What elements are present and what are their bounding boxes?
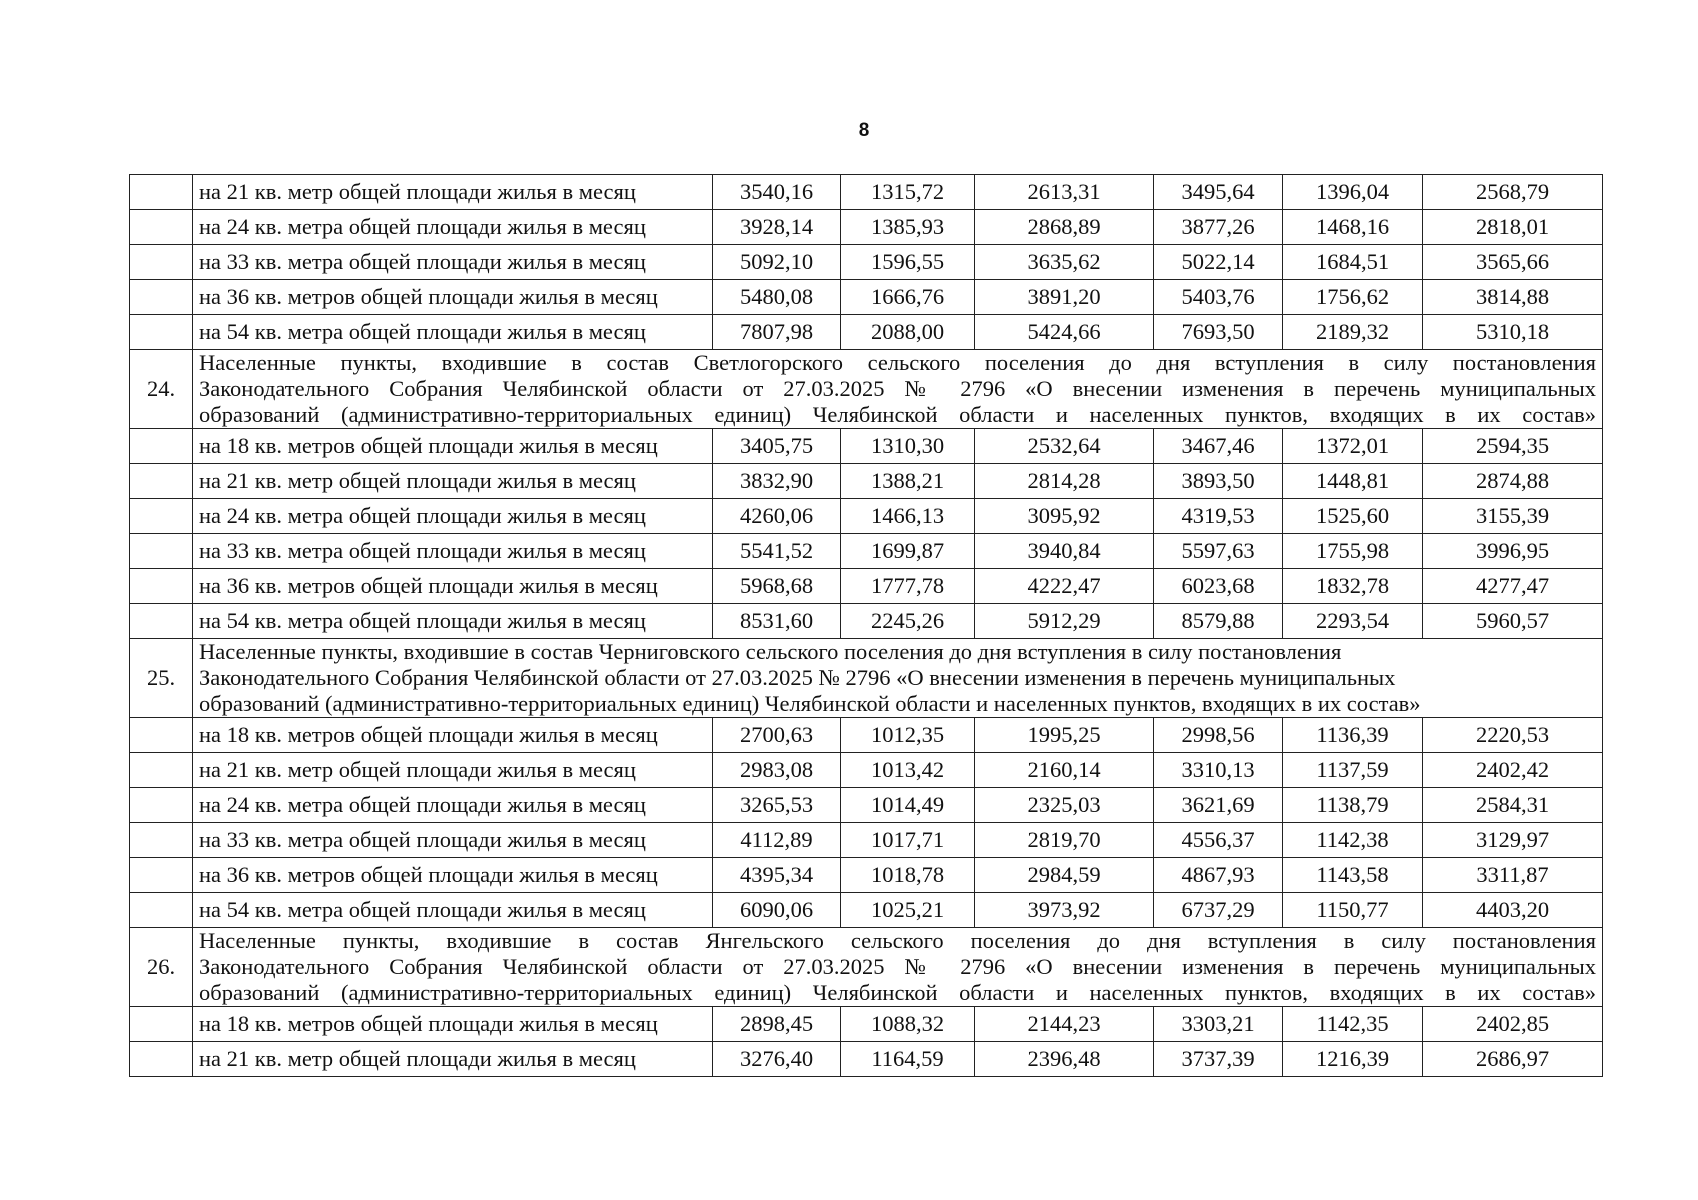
section-heading — [193, 350, 1603, 429]
table-row — [130, 893, 1603, 928]
value-cell: 1150,77 — [1283, 893, 1423, 928]
value-cell: 3996,95 — [1423, 534, 1603, 569]
row-number-cell — [130, 569, 193, 604]
row-number-cell — [130, 429, 193, 464]
value-cell: 3405,75 — [713, 429, 841, 464]
value-cell: 1018,78 — [841, 858, 975, 893]
value-cell: 3129,97 — [1423, 823, 1603, 858]
section-heading — [193, 928, 1603, 1007]
table-body — [130, 175, 1603, 1077]
value-cell: 2144,23 — [975, 1007, 1154, 1042]
value-cell: 1216,39 — [1283, 1042, 1423, 1077]
table-row — [130, 604, 1603, 639]
value-cell: 2686,97 — [1423, 1042, 1603, 1077]
table-row — [130, 823, 1603, 858]
value-cell: 3635,62 — [975, 245, 1154, 280]
value-cell: 3495,64 — [1154, 175, 1283, 210]
value-cell: 2613,31 — [975, 175, 1154, 210]
row-number-cell — [130, 858, 193, 893]
value-cell: 1012,35 — [841, 718, 975, 753]
row-label: на 54 кв. метра общей площади жилья в месяц — [193, 604, 713, 639]
row-number-cell — [130, 280, 193, 315]
tariff-table — [129, 174, 1603, 1077]
value-cell: 3310,13 — [1154, 753, 1283, 788]
table-row — [130, 210, 1603, 245]
row-number-cell — [130, 1007, 193, 1042]
value-cell: 2998,56 — [1154, 718, 1283, 753]
row-number-cell — [130, 1042, 193, 1077]
value-cell: 1396,04 — [1283, 175, 1423, 210]
value-cell: 2402,85 — [1423, 1007, 1603, 1042]
row-label: на 33 кв. метра общей площади жилья в месяц — [193, 534, 713, 569]
table-row — [130, 280, 1603, 315]
value-cell: 4556,37 — [1154, 823, 1283, 858]
section-heading-line: образований (административно-территориальных единиц) Челябинской области и населенных пунктов, входящих в их состав» — [199, 402, 1596, 427]
value-cell: 5092,10 — [713, 245, 841, 280]
table-row — [130, 858, 1603, 893]
value-cell: 2984,59 — [975, 858, 1154, 893]
row-label: на 18 кв. метров общей площади жилья в месяц — [193, 718, 713, 753]
value-cell: 1756,62 — [1283, 280, 1423, 315]
row-number-cell — [130, 893, 193, 928]
value-cell: 2245,26 — [841, 604, 975, 639]
value-cell: 1448,81 — [1283, 464, 1423, 499]
value-cell: 4319,53 — [1154, 499, 1283, 534]
value-cell: 2983,08 — [713, 753, 841, 788]
section-heading-line: Населенные пункты, входившие в состав Светлогорского сельского поселения до дня вступления в силу постановления — [199, 350, 1596, 375]
section-number: 26. — [130, 928, 193, 1007]
value-cell: 2594,35 — [1423, 429, 1603, 464]
value-cell: 1137,59 — [1283, 753, 1423, 788]
value-cell: 1013,42 — [841, 753, 975, 788]
value-cell: 5960,57 — [1423, 604, 1603, 639]
value-cell: 1755,98 — [1283, 534, 1423, 569]
value-cell: 3891,20 — [975, 280, 1154, 315]
value-cell: 4222,47 — [975, 569, 1154, 604]
value-cell: 1388,21 — [841, 464, 975, 499]
table-row — [130, 429, 1603, 464]
value-cell: 1025,21 — [841, 893, 975, 928]
section-heading-line: Населенные пункты, входившие в состав Черниговского сельского поселения до дня вступления в силу постановления — [199, 639, 1342, 664]
value-cell: 8531,60 — [713, 604, 841, 639]
row-label: на 54 кв. метра общей площади жилья в месяц — [193, 315, 713, 350]
value-cell: 1136,39 — [1283, 718, 1423, 753]
value-cell: 7693,50 — [1154, 315, 1283, 350]
value-cell: 4867,93 — [1154, 858, 1283, 893]
table-row — [130, 753, 1603, 788]
value-cell: 3877,26 — [1154, 210, 1283, 245]
value-cell: 2819,70 — [975, 823, 1154, 858]
value-cell: 2293,54 — [1283, 604, 1423, 639]
value-cell: 1995,25 — [975, 718, 1154, 753]
value-cell: 5424,66 — [975, 315, 1154, 350]
value-cell: 5541,52 — [713, 534, 841, 569]
value-cell: 1088,32 — [841, 1007, 975, 1042]
value-cell: 2396,48 — [975, 1042, 1154, 1077]
value-cell: 1666,76 — [841, 280, 975, 315]
value-cell: 5022,14 — [1154, 245, 1283, 280]
section-heading-line: образований (административно-территориальных единиц) Челябинской области и населенных пунктов, входящих в их состав» — [199, 691, 1421, 716]
table-row — [130, 315, 1603, 350]
value-cell: 6023,68 — [1154, 569, 1283, 604]
table-row — [130, 464, 1603, 499]
table-row — [130, 245, 1603, 280]
row-number-cell — [130, 210, 193, 245]
value-cell: 1310,30 — [841, 429, 975, 464]
value-cell: 3940,84 — [975, 534, 1154, 569]
row-label: на 21 кв. метр общей площади жилья в месяц — [193, 753, 713, 788]
value-cell: 4112,89 — [713, 823, 841, 858]
row-label: на 33 кв. метра общей площади жилья в месяц — [193, 245, 713, 280]
value-cell: 2532,64 — [975, 429, 1154, 464]
row-label: на 54 кв. метра общей площади жилья в месяц — [193, 893, 713, 928]
value-cell: 2402,42 — [1423, 753, 1603, 788]
table-row — [130, 1042, 1603, 1077]
value-cell: 2568,79 — [1423, 175, 1603, 210]
value-cell: 4260,06 — [713, 499, 841, 534]
value-cell: 3303,21 — [1154, 1007, 1283, 1042]
value-cell: 2325,03 — [975, 788, 1154, 823]
value-cell: 6090,06 — [713, 893, 841, 928]
value-cell: 1525,60 — [1283, 499, 1423, 534]
section-heading-row — [130, 639, 1603, 718]
row-number-cell — [130, 823, 193, 858]
value-cell: 5310,18 — [1423, 315, 1603, 350]
value-cell: 1142,35 — [1283, 1007, 1423, 1042]
row-number-cell — [130, 534, 193, 569]
value-cell: 3814,88 — [1423, 280, 1603, 315]
value-cell: 1466,13 — [841, 499, 975, 534]
value-cell: 5912,29 — [975, 604, 1154, 639]
value-cell: 3155,39 — [1423, 499, 1603, 534]
row-number-cell — [130, 788, 193, 823]
value-cell: 8579,88 — [1154, 604, 1283, 639]
value-cell: 1699,87 — [841, 534, 975, 569]
value-cell: 5403,76 — [1154, 280, 1283, 315]
value-cell: 4277,47 — [1423, 569, 1603, 604]
value-cell: 1315,72 — [841, 175, 975, 210]
section-number: 24. — [130, 350, 193, 429]
value-cell: 1138,79 — [1283, 788, 1423, 823]
value-cell: 3928,14 — [713, 210, 841, 245]
value-cell: 3095,92 — [975, 499, 1154, 534]
row-number-cell — [130, 175, 193, 210]
table-row — [130, 534, 1603, 569]
row-number-cell — [130, 753, 193, 788]
value-cell: 5597,63 — [1154, 534, 1283, 569]
value-cell: 3276,40 — [713, 1042, 841, 1077]
row-label: на 21 кв. метр общей площади жилья в месяц — [193, 464, 713, 499]
value-cell: 1468,16 — [1283, 210, 1423, 245]
value-cell: 3832,90 — [713, 464, 841, 499]
value-cell: 7807,98 — [713, 315, 841, 350]
row-label: на 36 кв. метров общей площади жилья в месяц — [193, 858, 713, 893]
value-cell: 2874,88 — [1423, 464, 1603, 499]
value-cell: 2189,32 — [1283, 315, 1423, 350]
value-cell: 2700,63 — [713, 718, 841, 753]
value-cell: 2818,01 — [1423, 210, 1603, 245]
value-cell: 1014,49 — [841, 788, 975, 823]
value-cell: 2584,31 — [1423, 788, 1603, 823]
value-cell: 5480,08 — [713, 280, 841, 315]
value-cell: 2220,53 — [1423, 718, 1603, 753]
value-cell: 1832,78 — [1283, 569, 1423, 604]
value-cell: 3540,16 — [713, 175, 841, 210]
value-cell: 3467,46 — [1154, 429, 1283, 464]
row-label: на 18 кв. метров общей площади жилья в месяц — [193, 429, 713, 464]
row-label: на 36 кв. метров общей площади жилья в месяц — [193, 280, 713, 315]
section-heading-row — [130, 928, 1603, 1007]
value-cell: 2088,00 — [841, 315, 975, 350]
table-row — [130, 718, 1603, 753]
value-cell: 3973,92 — [975, 893, 1154, 928]
section-heading-row — [130, 350, 1603, 429]
value-cell: 3265,53 — [713, 788, 841, 823]
section-heading-line: Населенные пункты, входившие в состав Янгельского сельского поселения до дня вступления в силу постановления — [199, 928, 1596, 953]
row-label: на 33 кв. метра общей площади жилья в месяц — [193, 823, 713, 858]
value-cell: 1143,58 — [1283, 858, 1423, 893]
row-number-cell — [130, 604, 193, 639]
value-cell: 3311,87 — [1423, 858, 1603, 893]
row-label: на 24 кв. метра общей площади жилья в месяц — [193, 210, 713, 245]
value-cell: 1372,01 — [1283, 429, 1423, 464]
row-label: на 21 кв. метр общей площади жилья в месяц — [193, 175, 713, 210]
value-cell: 3893,50 — [1154, 464, 1283, 499]
value-cell: 1142,38 — [1283, 823, 1423, 858]
value-cell: 4403,20 — [1423, 893, 1603, 928]
value-cell: 1596,55 — [841, 245, 975, 280]
table-row — [130, 499, 1603, 534]
row-number-cell — [130, 718, 193, 753]
value-cell: 3565,66 — [1423, 245, 1603, 280]
value-cell: 2868,89 — [975, 210, 1154, 245]
value-cell: 1684,51 — [1283, 245, 1423, 280]
value-cell: 2160,14 — [975, 753, 1154, 788]
section-heading-line: Законодательного Собрания Челябинской области от 27.03.2025 № 2796 «О внесении изменения в перечень муниципальных — [199, 954, 1596, 979]
section-heading-line: Законодательного Собрания Челябинской области от 27.03.2025 № 2796 «О внесении изменения в перечень муниципальных — [199, 665, 1396, 690]
value-cell: 1777,78 — [841, 569, 975, 604]
row-label: на 36 кв. метров общей площади жилья в месяц — [193, 569, 713, 604]
value-cell: 3621,69 — [1154, 788, 1283, 823]
section-number: 25. — [130, 639, 193, 718]
row-label: на 18 кв. метров общей площади жилья в месяц — [193, 1007, 713, 1042]
table-row — [130, 788, 1603, 823]
value-cell: 3737,39 — [1154, 1042, 1283, 1077]
section-heading — [193, 639, 1603, 718]
table-row — [130, 1007, 1603, 1042]
value-cell: 1385,93 — [841, 210, 975, 245]
row-label: на 24 кв. метра общей площади жилья в месяц — [193, 499, 713, 534]
table-row — [130, 175, 1603, 210]
value-cell: 1017,71 — [841, 823, 975, 858]
page-number: 8 — [858, 120, 870, 141]
row-number-cell — [130, 464, 193, 499]
value-cell: 1164,59 — [841, 1042, 975, 1077]
value-cell: 4395,34 — [713, 858, 841, 893]
row-label: на 24 кв. метра общей площади жилья в месяц — [193, 788, 713, 823]
row-label: на 21 кв. метр общей площади жилья в месяц — [193, 1042, 713, 1077]
table-row — [130, 569, 1603, 604]
row-number-cell — [130, 315, 193, 350]
row-number-cell — [130, 499, 193, 534]
section-heading-line: Законодательного Собрания Челябинской области от 27.03.2025 № 2796 «О внесении изменения в перечень муниципальных — [199, 376, 1596, 401]
section-heading-line: образований (административно-территориальных единиц) Челябинской области и населенных пунктов, входящих в их состав» — [199, 980, 1596, 1005]
value-cell: 2814,28 — [975, 464, 1154, 499]
row-number-cell — [130, 245, 193, 280]
value-cell: 2898,45 — [713, 1007, 841, 1042]
value-cell: 6737,29 — [1154, 893, 1283, 928]
value-cell: 5968,68 — [713, 569, 841, 604]
